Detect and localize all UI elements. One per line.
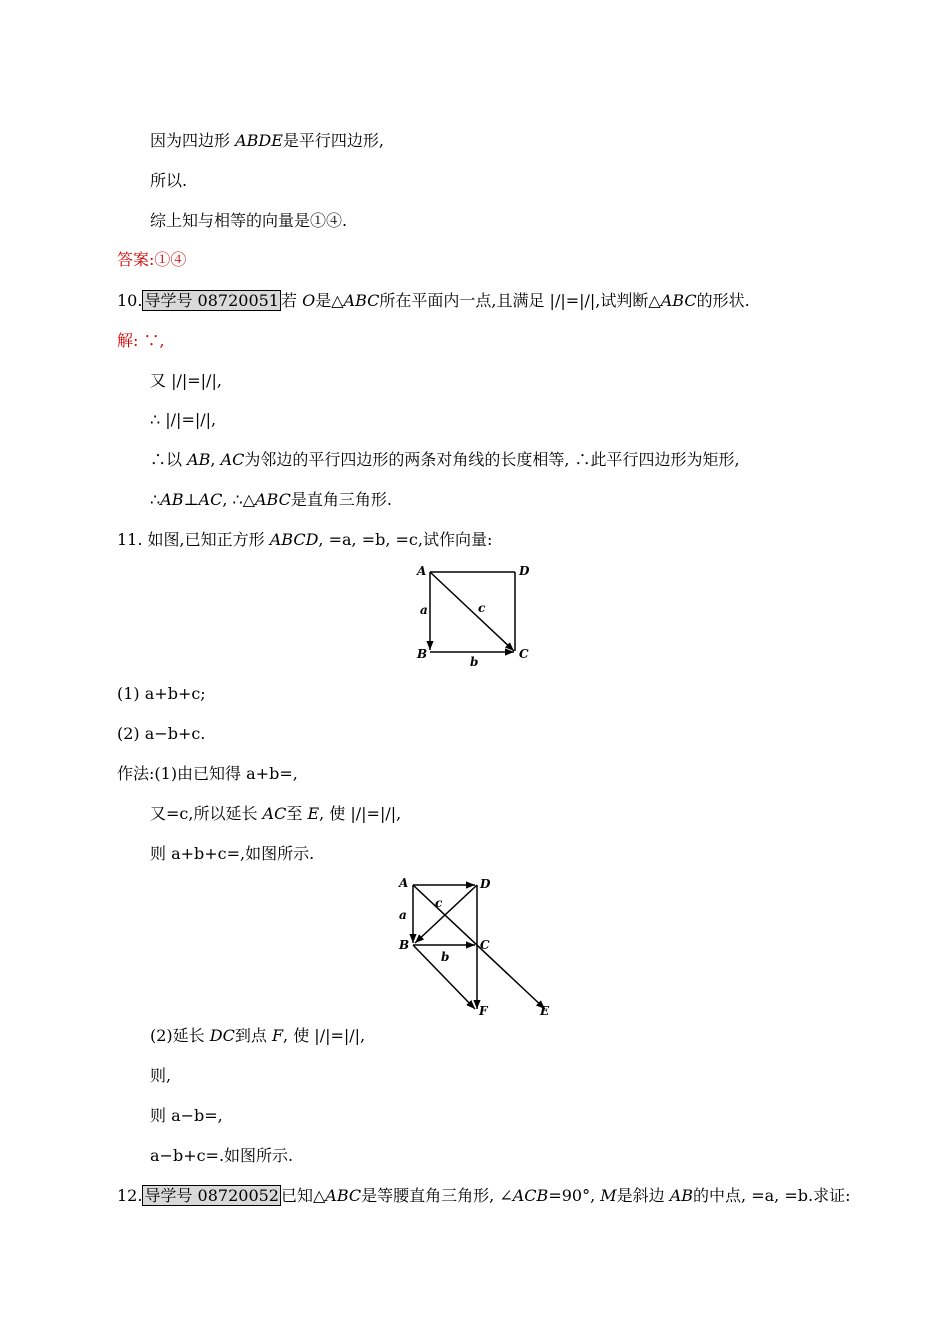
vector-db [415, 885, 477, 943]
label-E: E [540, 1004, 550, 1018]
problem-11: 11. 如图,已知正方形 ABCD, =a, =b, =c,试作向量: [117, 530, 493, 549]
label-D: D [480, 877, 491, 891]
label-a: a [399, 908, 407, 922]
solution-line: 解: ∵, [117, 331, 165, 350]
line-9: ∴以 AB, AC为邻边的平行四边形的两条对角线的长度相等, ∴此平行四边形为矩形, [150, 450, 740, 469]
problem-12: 12. 导学号 08720052 已知△ABC是等腰直角三角形, ∠ACB=90°, M是斜边 AB的中点, =a, =b.求证: [117, 1186, 851, 1205]
line-13: (2) a−b+c. [117, 724, 206, 743]
vector-c [430, 572, 514, 651]
line-7: 又 |/|=|/|, [150, 371, 222, 390]
label-B: B [399, 938, 410, 952]
label-C: C [480, 938, 490, 952]
label-A: A [399, 876, 409, 890]
label-a: a [420, 603, 428, 617]
label-c: c [478, 601, 486, 615]
line-1: 因为四边形 ABDE是平行四边形, [150, 131, 385, 150]
problem-10: 10. 导学号 08720051 若 O是△ABC所在平面内一点,且满足 |/|=|/|,试判断△ABC的形状. [117, 291, 750, 310]
line-12: (1) a+b+c; [117, 684, 206, 703]
line-16: 则 a+b+c=,如图所示. [150, 844, 315, 863]
answer-line: 答案:①④ [117, 250, 187, 269]
line-14: 作法:(1)由已知得 a+b=, [117, 764, 298, 783]
label-c: c [435, 896, 443, 910]
guide-number-tag: 导学号 08720051 [144, 291, 279, 310]
label-A: A [417, 564, 427, 578]
line-2: 所以. [150, 171, 188, 190]
line-10: ∴AB⊥AC, ∴△ABC是直角三角形. [150, 490, 392, 509]
label-D: D [519, 564, 530, 578]
label-b: b [470, 655, 479, 669]
line-19: 则 a−b=, [150, 1106, 223, 1125]
line-17: (2)延长 DC到点 F, 使 |/|=|/|, [150, 1026, 366, 1045]
label-b: b [441, 950, 450, 964]
label-B: B [417, 647, 428, 661]
line-18: 则, [150, 1066, 172, 1085]
label-F: F [479, 1004, 488, 1018]
label-C: C [519, 647, 529, 661]
line-15: 又=c,所以延长 AC至 E, 使 |/|=|/|, [150, 804, 402, 823]
line-8: ∴ |/|=|/|, [150, 410, 217, 429]
line-3: 综上知与相等的向量是①④. [150, 211, 348, 230]
square-figure-1 [415, 562, 535, 672]
vector-ae [413, 885, 545, 1009]
line-20: a−b+c=.如图所示. [150, 1146, 294, 1165]
square-figure-2 [395, 873, 560, 1018]
guide-number-tag: 导学号 08720052 [144, 1186, 279, 1205]
